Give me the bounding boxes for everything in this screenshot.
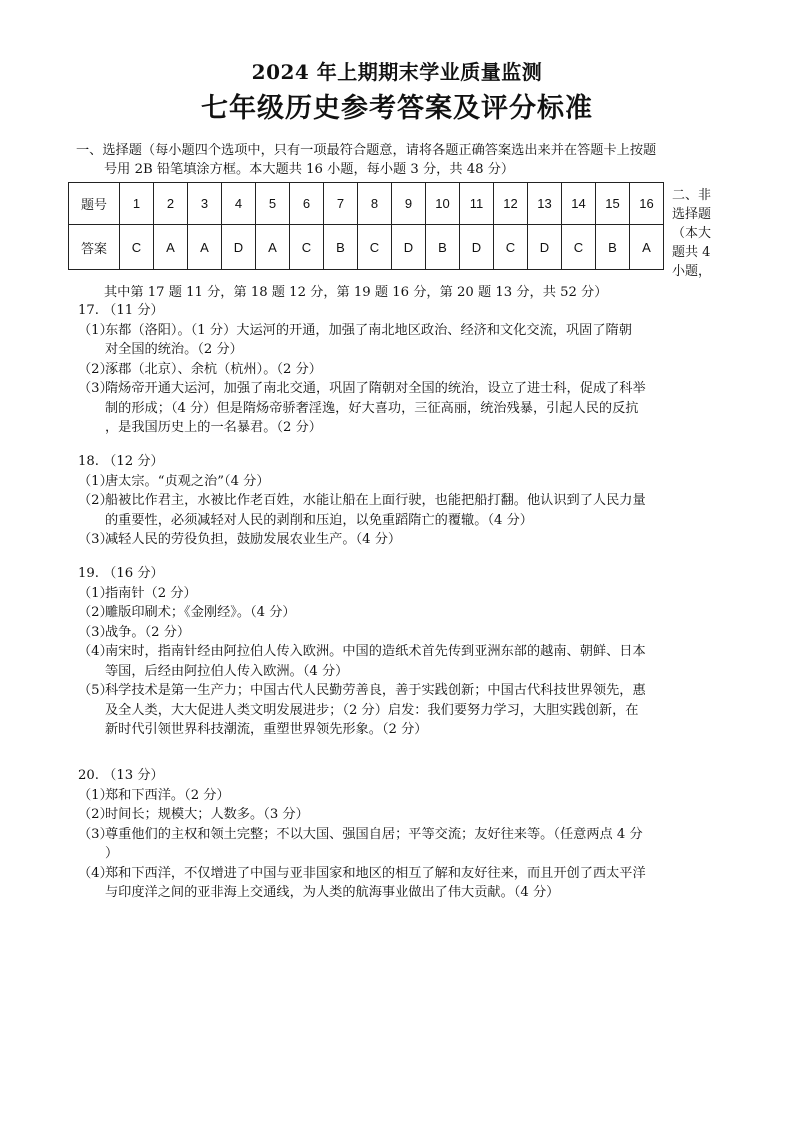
answer-text: 减轻人民的劳役负担，鼓励发展农业生产。（4 分） bbox=[105, 532, 402, 547]
question-number-cell: 16 bbox=[630, 183, 664, 225]
answer-header: 答案 bbox=[69, 225, 120, 270]
item-number: （5） bbox=[78, 683, 113, 698]
answer-cell: D bbox=[528, 225, 562, 270]
answer-cell: D bbox=[392, 225, 426, 270]
answer-20-2 bbox=[78, 805, 738, 825]
item-number: （2） bbox=[78, 807, 113, 822]
answer-cell: C bbox=[562, 225, 596, 270]
part2-heading-line: 选择题 bbox=[672, 207, 712, 222]
answer-text: 郑和下西洋。（2 分） bbox=[105, 787, 230, 803]
answer-cell: C bbox=[290, 225, 324, 270]
answer-19-4 bbox=[78, 642, 738, 681]
item-number: （1） bbox=[78, 787, 113, 803]
answer-text: 郑和下西洋，不仅增进了中国与亚非国家和地区的相互了解和友好往来，而且开创了西太平洋 bbox=[105, 865, 646, 881]
answer-cell: A bbox=[256, 225, 290, 270]
answer-cell: C bbox=[494, 225, 528, 270]
answer-text: 科学技术是第一生产力；中国古代人民勤劳善良，善于实践创新；中国古代科技世界领先，惠 bbox=[105, 683, 646, 698]
question-number-cell: 8 bbox=[358, 183, 392, 225]
question-number-cell: 9 bbox=[392, 183, 426, 225]
answer-row bbox=[69, 225, 664, 270]
item-number: （1） bbox=[78, 585, 113, 601]
answer-19-2 bbox=[78, 603, 738, 623]
document-title: 2024 年上期期末学业质量监测 bbox=[251, 60, 543, 84]
part2-heading bbox=[672, 186, 722, 281]
item-number: （4） bbox=[78, 865, 113, 881]
part1-line1: 一、选择题（每小题四个选项中，只有一项最符合题意，请将各题正确答案选出来并在答题卡上按题 bbox=[76, 143, 657, 158]
item-number: （3） bbox=[78, 826, 113, 842]
question-number-cell: 1 bbox=[120, 183, 154, 225]
answer-cell: D bbox=[460, 225, 494, 270]
answer-text: 指南针（2 分） bbox=[105, 585, 197, 601]
item-number: （1） bbox=[78, 322, 113, 338]
answer-text: 时间长；规模大；人数多。（3 分） bbox=[105, 807, 309, 822]
question-19 bbox=[78, 564, 738, 740]
answer-cell: A bbox=[154, 225, 188, 270]
answer-cell: A bbox=[188, 225, 222, 270]
part1-instructions bbox=[76, 141, 736, 179]
answer-20-4 bbox=[78, 864, 738, 903]
answer-18-1 bbox=[78, 472, 738, 492]
answer-text: 尊重他们的主权和领土完整；不以大国、强国自居；平等交流；友好往来等。（任意两点 4 分 bbox=[105, 826, 643, 842]
answer-18-2 bbox=[78, 491, 738, 530]
question-number-cell: 4 bbox=[222, 183, 256, 225]
answer-20-1 bbox=[78, 786, 738, 806]
answer-text: 与印度洋之间的亚非海上交通线，为人类的航海事业做出了伟大贡献。（4 分） bbox=[105, 885, 560, 900]
answer-cell: B bbox=[596, 225, 630, 270]
question-number-cell: 6 bbox=[290, 183, 324, 225]
item-number: （2） bbox=[78, 605, 113, 620]
answer-cell: D bbox=[222, 225, 256, 270]
answer-text: 船被比作君主，水被比作老百姓，水能让船在上面行驶，也能把船打翻。他认识到了人民力量 bbox=[105, 493, 646, 508]
question-number-cell: 11 bbox=[460, 183, 494, 225]
answer-17-2 bbox=[78, 360, 738, 380]
question-number-cell: 5 bbox=[256, 183, 290, 225]
answer-text: 东都（洛阳）。（1 分）大运河的开通，加强了南北地区政治、经济和文化交流，巩固了隋朝 bbox=[105, 322, 632, 338]
item-number: （2） bbox=[78, 493, 113, 508]
question-number-header: 题号 bbox=[69, 183, 120, 225]
answer-18-3 bbox=[78, 530, 738, 550]
answer-text: 及全人类，大大促进人类文明发展进步；（2 分）启发：我们要努力学习，大胆实践创新，在 bbox=[105, 702, 639, 718]
answer-20-3 bbox=[78, 825, 738, 864]
answer-cell: B bbox=[426, 225, 460, 270]
question-20-heading: 20. （13 分） bbox=[78, 768, 164, 783]
document-subtitle: 七年级历史参考答案及评分标准 bbox=[201, 93, 593, 124]
part2-heading-line: 二、非 bbox=[672, 188, 712, 203]
question-number-cell: 2 bbox=[154, 183, 188, 225]
part2-heading-line: （本大 bbox=[672, 226, 712, 241]
question-number-cell: 3 bbox=[188, 183, 222, 225]
item-number: （1） bbox=[78, 473, 113, 489]
question-17-heading: 17. （11 分） bbox=[78, 303, 164, 318]
answer-text: 等国，后经由阿拉伯人传入欧洲。（4 分） bbox=[105, 663, 349, 679]
part2-heading-line: 题共 4 bbox=[672, 245, 711, 260]
question-number-cell: 7 bbox=[324, 183, 358, 225]
part1-line2: 号用 2B 铅笔填涂方框。本大题共 16 小题，每小题 3 分，共 48 分） bbox=[104, 162, 515, 177]
answer-text: 雕版印刷术；《金刚经》。（4 分） bbox=[105, 605, 296, 620]
question-19-heading: 19. （16 分） bbox=[78, 566, 164, 581]
question-number-cell: 15 bbox=[596, 183, 630, 225]
answer-text: ，是我国历史上的一名暴君。（2 分） bbox=[105, 420, 322, 435]
answer-cell: C bbox=[358, 225, 392, 270]
item-number: （2） bbox=[78, 361, 113, 377]
answer-text: 制的形成；（4 分）但是隋炀帝骄奢淫逸，好大喜功，三征高丽，统治残暴，引起人民的反抗 bbox=[105, 400, 639, 416]
question-number-cell: 13 bbox=[528, 183, 562, 225]
answer-cell: C bbox=[120, 225, 154, 270]
question-17 bbox=[78, 301, 738, 438]
answer-text: 对全国的统治。（2 分） bbox=[105, 342, 243, 357]
answer-text: 隋炀帝开通大运河，加强了南北交通，巩固了隋朝对全国的统治，设立了进士科，促成了科举 bbox=[105, 381, 646, 396]
question-number-cell: 10 bbox=[426, 183, 460, 225]
part2-continuation bbox=[104, 283, 764, 303]
item-number: （4） bbox=[78, 644, 113, 659]
question-18 bbox=[78, 452, 738, 550]
answer-cell: A bbox=[630, 225, 664, 270]
question-number-row bbox=[69, 183, 664, 225]
answer-table bbox=[68, 182, 664, 270]
answer-text: 南宋时，指南针经由阿拉伯人传入欧洲。中国的造纸术首先传到亚洲东部的越南、朝鲜、日本 bbox=[105, 644, 646, 659]
question-number-cell: 14 bbox=[562, 183, 596, 225]
item-number: （3） bbox=[78, 532, 113, 547]
answer-text: 唐太宗。“贞观之治”（4 分） bbox=[105, 473, 270, 489]
answer-17-1 bbox=[78, 321, 738, 360]
answer-text: 新时代引领世界科技潮流，重塑世界领先形象。（2 分） bbox=[105, 722, 428, 737]
part2-continuation-text: 其中第 17 题 11 分，第 18 题 12 分，第 19 题 16 分，第 20 题 13 分，共 52 分） bbox=[104, 285, 608, 300]
answer-text: 战争。（2 分） bbox=[105, 624, 191, 640]
part2-heading-line: 小题， bbox=[672, 264, 712, 279]
question-18-heading: 18. （12 分） bbox=[78, 454, 164, 469]
answer-19-3 bbox=[78, 623, 738, 643]
answer-19-1 bbox=[78, 584, 738, 604]
item-number: （3） bbox=[78, 624, 113, 640]
answer-text: ） bbox=[105, 846, 119, 861]
item-number: （3） bbox=[78, 381, 113, 396]
answer-17-3 bbox=[78, 379, 738, 438]
question-number-cell: 12 bbox=[494, 183, 528, 225]
answer-cell: B bbox=[324, 225, 358, 270]
question-20 bbox=[78, 766, 738, 903]
answer-19-5 bbox=[78, 681, 738, 740]
answer-text: 的重要性，必须减轻对人民的剥削和压迫，以免重蹈隋亡的覆辙。（4 分） bbox=[105, 512, 533, 528]
answer-text: 涿郡（北京）、余杭（杭州）。（2 分） bbox=[105, 361, 322, 377]
